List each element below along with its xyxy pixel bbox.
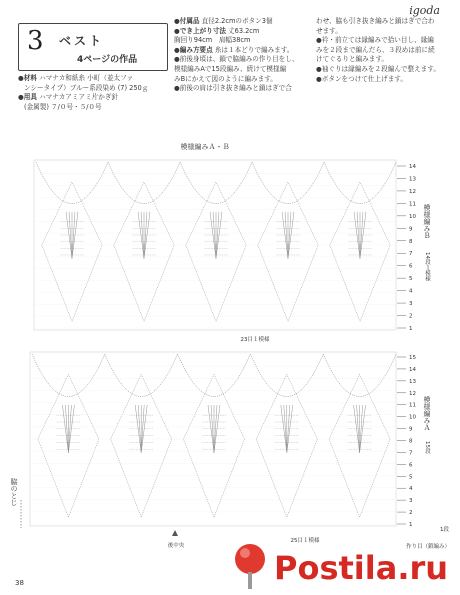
- chart-title: 模様編みＡ・Ｂ: [180, 143, 230, 151]
- pattern-b-arch: [252, 162, 324, 204]
- pattern-a-fan-stitch: [357, 405, 360, 453]
- spec-line: ●編み方要点 糸は１本どりで編みます。: [174, 45, 294, 54]
- row-number: 9: [409, 226, 413, 233]
- upper-repeat-label: 23目１模様: [240, 337, 270, 343]
- instruction-line: わせ、脇も引き抜き編みと鎖はぎで合わ: [316, 17, 435, 25]
- row-number: 2: [409, 313, 413, 320]
- row-number: 14: [409, 164, 416, 170]
- pattern-b-fan-stitch: [285, 212, 288, 258]
- spec-line: 模様編みAで15段編み、続けて模様編: [174, 64, 287, 73]
- pattern-a-fan-stitch: [284, 405, 287, 453]
- pattern-b-fan-stitch: [213, 212, 216, 258]
- lower-repeat-label: 25目１模様: [290, 538, 320, 544]
- pattern-b-row-numbers: [397, 164, 416, 332]
- spec-line: ●付属品 直径2.2cmのボタン3個: [174, 17, 273, 25]
- instruction-line: ●衿・前立ては縁編みで拾い目し、縁編: [316, 36, 434, 45]
- pattern-b-rows-label: 14段１模様: [424, 252, 430, 281]
- instruction-line: せます。: [316, 26, 342, 35]
- instruction-line: ●ボタンをつけて仕上げます。: [316, 74, 407, 83]
- spec-line: みBにかえて図のように編みます。: [174, 74, 277, 83]
- row-number: 4: [409, 288, 413, 295]
- pattern-a-fan-stitch: [138, 405, 141, 453]
- pattern-a-motifs: [32, 354, 396, 524]
- pattern-a-arch: [323, 354, 396, 397]
- instruction-line: みを２段まで編んだら、３段めは前に続: [316, 45, 435, 54]
- row-number: 7: [409, 251, 413, 258]
- page-reference: 4ページの作品: [77, 55, 138, 65]
- pattern-a-fan-stitch: [360, 405, 363, 453]
- row-number: 3: [409, 301, 413, 308]
- pattern-a-label: 模様編みＡ: [423, 396, 431, 431]
- pattern-b-arch: [180, 162, 252, 204]
- row-number: 9: [409, 426, 413, 433]
- pattern-a-fan-stitch: [211, 405, 214, 453]
- row-number: 6: [409, 263, 413, 270]
- materials-line: ンシータイプ）ブルー系段染め (7) 250ｇ: [24, 83, 149, 92]
- row-number: 12: [409, 390, 416, 397]
- pattern-title: ベスト: [59, 34, 105, 48]
- pattern-b-fan-stitch: [357, 212, 360, 258]
- pattern-b-label: 模様編みＢ: [423, 204, 431, 239]
- row-number: 1: [409, 522, 413, 528]
- spec-line: ●前後の肩は引き抜き編みと鎖はぎで合: [174, 84, 292, 93]
- spec-line: ●でき上がり寸法 丈63.2cm: [174, 26, 260, 35]
- row-number: 3: [409, 498, 413, 505]
- row-number: 13: [409, 378, 416, 385]
- pattern-a-arch: [105, 354, 178, 397]
- pattern-b-fan-stitch: [141, 212, 144, 258]
- row-number: 13: [409, 176, 416, 183]
- row-number: 8: [409, 238, 413, 245]
- pattern-a-fan-stitch: [68, 405, 71, 453]
- pattern-a-fan-stitch: [287, 405, 290, 453]
- brand-label: igoda: [409, 4, 440, 17]
- instruction-line: けてぐるりと編みます。: [316, 55, 389, 64]
- spec-line: 胸回り94cm 肩幅38cm: [174, 36, 251, 45]
- pattern-b-motifs: [36, 162, 396, 328]
- row-number: 8: [409, 438, 413, 445]
- materials-line: ●材料 ハマナカ和紙糸 小町（並太ファ: [18, 74, 134, 82]
- pattern-b-arch: [36, 162, 108, 204]
- watermark-text: Postila.ru: [274, 549, 449, 587]
- pattern-a-arch: [178, 354, 251, 397]
- page-number: 38: [15, 579, 24, 587]
- row-number: 10: [409, 414, 416, 421]
- row-number: 6: [409, 462, 413, 469]
- pattern-a-fan-stitch: [214, 405, 217, 453]
- row-number: 4: [409, 486, 413, 493]
- row-number: 5: [409, 474, 413, 481]
- pattern-a-arch: [32, 354, 105, 397]
- row-number: 15: [409, 355, 416, 361]
- center-back-label: 後中央: [167, 543, 185, 549]
- row-number: 11: [409, 402, 416, 409]
- pattern-b-arch: [108, 162, 180, 204]
- center-back-arrow: [172, 530, 178, 536]
- row-number: 5: [409, 276, 413, 283]
- pattern-a-rows-label: 15段: [424, 441, 430, 454]
- pattern-a-arch: [250, 354, 323, 397]
- row-number: 2: [409, 510, 413, 517]
- pattern-b-arch: [324, 162, 396, 204]
- pattern-a-row-numbers: [397, 355, 416, 528]
- instruction-line: ●袖ぐりは縁編みを２段編んで整えます。: [316, 64, 440, 73]
- materials-line: (金属製) ７/０号・５/０号: [24, 102, 102, 111]
- side-seam-label: 脇のとじ: [10, 478, 18, 506]
- pattern-a-fan-stitch: [65, 405, 68, 453]
- pattern-number: 3: [27, 26, 44, 56]
- row-number: 12: [409, 188, 416, 195]
- postila-watermark-logo: [222, 539, 454, 591]
- pattern-a-fan-stitch: [141, 405, 144, 453]
- row-number: 14: [409, 366, 416, 373]
- row-number: 7: [409, 450, 413, 457]
- row-number: 11: [409, 201, 416, 208]
- materials-line: ●用具 ハマナカアミアミ片かぎ針: [18, 93, 119, 102]
- first-row-label: 1段: [440, 527, 449, 533]
- spec-line: ●前後身頃は、鎖で脇編みの作り目をし、: [174, 55, 299, 64]
- row-number: 1: [409, 326, 413, 332]
- pushpin-icon: [235, 544, 265, 589]
- foundation-label: 作り目（鎖編み）: [405, 544, 451, 550]
- pattern-b-fan-stitch: [69, 212, 72, 258]
- row-number: 10: [409, 213, 416, 220]
